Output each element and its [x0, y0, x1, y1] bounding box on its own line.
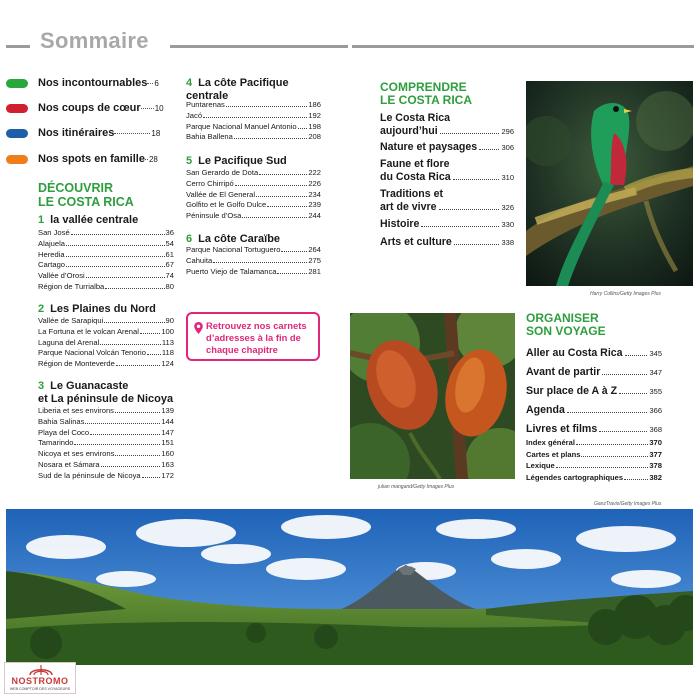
- toc-entry[interactable]: Cerro Chirripó 226: [186, 178, 321, 188]
- toc-entry[interactable]: Légendes cartographiques 382: [526, 472, 662, 482]
- section-3-heading: 3 Le Guanacaste et La péninsule de Nicoya: [38, 380, 174, 405]
- section-4-list: [186, 100, 321, 143]
- toc-entry[interactable]: La Fortuna et le volcan Arenal 100: [38, 326, 174, 336]
- nostromo-logo-icon: [28, 664, 54, 676]
- header-rule-mid: [170, 45, 348, 48]
- legend-item-spots-famille: Nos spots en famille 28: [6, 152, 158, 166]
- organiser-list: [526, 344, 662, 439]
- toc-entry[interactable]: Sur place de A à Z 355: [526, 385, 662, 397]
- toc-entry[interactable]: Index général 370: [526, 438, 662, 447]
- toc-entry[interactable]: Playa del Coco 147: [38, 427, 174, 437]
- section-5-list: [186, 168, 321, 222]
- section-6-list: [186, 245, 321, 277]
- toc-entry[interactable]: Région de Monteverde 124: [38, 359, 174, 369]
- orange-swatch: [6, 155, 28, 164]
- comprendre-list: [380, 112, 514, 249]
- toc-entry[interactable]: Tamarindo 151: [38, 438, 174, 448]
- toc-entry[interactable]: Liberia et ses environs 139: [38, 406, 174, 415]
- section-1-heading: 1 la vallée centrale: [38, 214, 139, 226]
- map-pin-icon: [194, 322, 203, 334]
- header-rule-right: [352, 45, 694, 48]
- toc-entry[interactable]: Sud de la péninsule de Nicoya 172: [38, 470, 174, 480]
- green-swatch: [6, 79, 28, 88]
- toc-entry[interactable]: Puerto Viejo de Talamanca 281: [186, 266, 321, 276]
- toc-entry[interactable]: Le Costa Rica aujourd’hui 296: [380, 112, 514, 137]
- toc-entry[interactable]: Nosara et Sámara 163: [38, 459, 174, 469]
- toc-entry[interactable]: Vallée de El General 234: [186, 189, 321, 199]
- red-swatch: [6, 104, 28, 113]
- cacao-photo: [350, 313, 515, 479]
- cacao-credit: julian mangand/Getty Images Plus: [378, 484, 455, 490]
- toc-entry[interactable]: Laguna del Arenal 113: [38, 337, 174, 347]
- volcano-panorama-photo: [6, 509, 693, 665]
- comprendre-heading: COMPRENDRE LE COSTA RICA: [380, 80, 472, 107]
- toc-entry[interactable]: Péninsule d’Osa 244: [186, 211, 321, 221]
- toc-entry[interactable]: Bahia Ballena 208: [186, 132, 321, 142]
- toc-entry[interactable]: Nicoya et ses environs 160: [38, 449, 174, 459]
- section-6-heading: 6 La côte Caraïbe: [186, 233, 281, 245]
- header-rule-left: [6, 45, 30, 48]
- toc-entry[interactable]: Parque Nacional Volcán Tenorio 118: [38, 348, 174, 358]
- toc-entry[interactable]: Nature et paysages 306: [380, 141, 514, 153]
- section-2-heading: 2 Les Plaines du Nord: [38, 303, 156, 315]
- toc-entry[interactable]: San Gerardo de Dota 222: [186, 168, 321, 177]
- toc-entry[interactable]: Cahuita 275: [186, 255, 321, 265]
- toc-entry[interactable]: Région de Turrialba 80: [38, 281, 174, 291]
- toc-entry[interactable]: Lexique 378: [526, 461, 662, 471]
- blue-swatch: [6, 129, 28, 138]
- decouvrir-heading: DÉCOUVRIR LE COSTA RICA: [38, 181, 134, 209]
- toc-entry[interactable]: Parque Nacional Manuel Antonio 198: [186, 121, 321, 131]
- quetzal-photo: [526, 81, 693, 286]
- section-2-list: [38, 316, 174, 370]
- toc-entry[interactable]: Puntarenas 186: [186, 100, 321, 109]
- toc-entry[interactable]: Jacó 192: [186, 110, 321, 120]
- quetzal-credit: Harry Collins/Getty Images Plus: [590, 291, 661, 297]
- toc-entry[interactable]: Heredia 61: [38, 249, 174, 259]
- toc-entry[interactable]: Faune et flore du Costa Rica 310: [380, 158, 514, 183]
- section-1-list: [38, 228, 174, 293]
- toc-entry[interactable]: Golfito et le Golfo Dulce 239: [186, 200, 321, 210]
- nostromo-watermark: NOSTROMO WEB COMPTOIR DES VOYAGEURS: [4, 662, 76, 694]
- legend-item-incontournables: Nos incontournables 6: [6, 76, 159, 90]
- toc-entry[interactable]: Cartes et plans 377: [526, 449, 662, 459]
- panorama-credit: GanzTravis/Getty Images Plus: [594, 501, 662, 507]
- toc-entry[interactable]: Bahia Salinas 144: [38, 416, 174, 426]
- toc-entry[interactable]: Traditions et art de vivre 326: [380, 188, 514, 213]
- toc-entry[interactable]: San José 36: [38, 228, 174, 237]
- page-title: Sommaire: [40, 28, 149, 53]
- toc-entry[interactable]: Histoire 330: [380, 218, 514, 230]
- toc-entry[interactable]: Agenda 366: [526, 404, 662, 416]
- addresses-callout: Retrouvez nos carnets d’adresses à la fin de chaque chapitre: [186, 312, 320, 361]
- toc-entry[interactable]: Vallée d’Orosi 74: [38, 271, 174, 281]
- organiser-heading: ORGANISER SON VOYAGE: [526, 311, 606, 338]
- index-list: [526, 437, 662, 483]
- toc-entry[interactable]: Cartago 67: [38, 260, 174, 270]
- legend-item-coups-de-coeur: Nos coups de cœur 10: [6, 101, 164, 115]
- section-5-heading: 5 Le Pacifique Sud: [186, 155, 287, 167]
- toc-entry[interactable]: Alajuela 54: [38, 238, 174, 248]
- toc-entry[interactable]: Parque Nacional Tortuguero 264: [186, 245, 321, 254]
- toc-entry[interactable]: Arts et culture 338: [380, 236, 514, 248]
- section-4-heading: 4 La côte Pacifique centrale: [186, 77, 289, 102]
- section-3-list: [38, 406, 174, 482]
- toc-entry[interactable]: Livres et films 368: [526, 423, 662, 435]
- toc-entry[interactable]: Avant de partir 347: [526, 366, 662, 378]
- legend-item-itineraires: Nos itinéraires 18: [6, 126, 160, 140]
- toc-entry[interactable]: Vallée de Sarapiqui 90: [38, 316, 174, 325]
- toc-entry[interactable]: Aller au Costa Rica 345: [526, 347, 662, 359]
